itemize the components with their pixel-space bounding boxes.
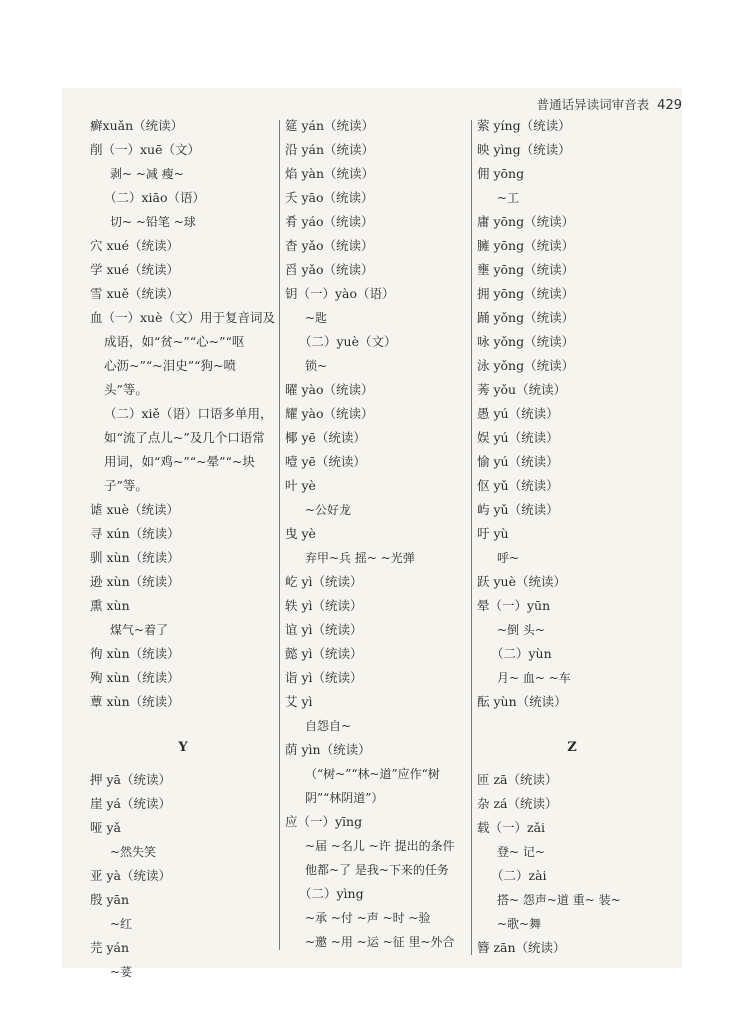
entry-text: 自怨自~ xyxy=(305,719,352,733)
dictionary-entry xyxy=(90,816,276,840)
entry-text: （“树~”“林~道”应作“树 xyxy=(305,767,440,781)
entry-text: 愉 yú（统读） xyxy=(477,454,559,469)
entry-text: 杂 zá（统读） xyxy=(477,796,558,811)
dictionary-entry xyxy=(90,570,276,594)
usage-example xyxy=(285,858,470,882)
entry-text: 谑 xuè（统读） xyxy=(90,502,179,517)
entry-column-2 xyxy=(285,114,470,954)
entry-text: （二）xiāo（语） xyxy=(104,190,206,205)
dictionary-entry xyxy=(90,546,276,570)
entry-text: ~邀 ~用 ~运 ~征 里~外合 xyxy=(305,935,455,949)
dictionary-entry xyxy=(90,936,276,960)
usage-example xyxy=(90,840,276,864)
dictionary-entry xyxy=(477,594,667,618)
entry-text: 蕈 xùn（统读） xyxy=(90,694,180,709)
entry-text: （二）xiě（语）口语多单用， xyxy=(104,406,273,421)
dictionary-entry xyxy=(285,690,470,714)
dictionary-entry xyxy=(477,498,667,522)
entry-text: 他都~了 是我~下来的任务 xyxy=(305,863,449,877)
entry-text: 曜 yào（统读） xyxy=(285,382,374,397)
dictionary-entry xyxy=(477,402,667,426)
dictionary-entry xyxy=(90,864,276,888)
dictionary-entry xyxy=(90,114,276,138)
column-divider xyxy=(279,120,280,950)
entry-text: 熏 xùn xyxy=(90,598,130,613)
usage-example xyxy=(90,912,276,936)
usage-example xyxy=(477,618,667,642)
dictionary-entry xyxy=(477,936,667,960)
entry-text: 血（一）xuè（文）用于复音词及 xyxy=(90,310,275,325)
usage-example xyxy=(285,546,470,570)
entry-text: 叶 yè xyxy=(285,478,316,493)
dictionary-entry xyxy=(90,888,276,912)
entry-text: 崖 yá（统读） xyxy=(90,796,171,811)
entry-text: 头”等。 xyxy=(104,382,148,397)
dictionary-entry xyxy=(90,522,276,546)
entry-text: 踊 yǒng（统读） xyxy=(477,310,575,325)
usage-example xyxy=(285,930,470,954)
entry-continuation xyxy=(285,330,470,354)
usage-example xyxy=(285,762,470,786)
entry-text: 吁 yù xyxy=(477,526,509,541)
entry-continuation xyxy=(90,474,276,498)
entry-text: 剥~ ~减 瘦~ xyxy=(110,167,184,181)
usage-example xyxy=(477,840,667,864)
entry-text: 曳 yè xyxy=(285,526,316,541)
entry-continuation xyxy=(90,330,276,354)
dictionary-entry xyxy=(477,570,667,594)
dictionary-entry xyxy=(285,570,470,594)
entry-text: 壅 yōng（统读） xyxy=(477,262,575,277)
entry-text: 哑 yǎ xyxy=(90,820,121,835)
entry-text: ~工 xyxy=(497,191,520,205)
usage-example xyxy=(90,162,276,186)
dictionary-entry xyxy=(477,450,667,474)
dictionary-entry xyxy=(477,114,667,138)
entry-text: 芫 yán xyxy=(90,940,130,955)
entry-text: 焰 yàn（统读） xyxy=(285,166,375,181)
entry-text: 登~ 记~ xyxy=(497,845,545,859)
entry-column-3 xyxy=(477,114,667,960)
entry-continuation xyxy=(477,864,667,888)
dictionary-entry xyxy=(477,354,667,378)
entry-text: 晕（一）yūn xyxy=(477,598,551,613)
dictionary-entry xyxy=(90,690,276,714)
entry-text: ~匙 xyxy=(305,311,328,325)
entry-text: 荫 yìn（统读） xyxy=(285,742,371,757)
dictionary-entry xyxy=(477,426,667,450)
dictionary-entry xyxy=(477,138,667,162)
entry-text: 殷 yān xyxy=(90,892,130,907)
entry-text: （二）yìng xyxy=(299,886,364,901)
header-title: 普通话异读词审音表 xyxy=(536,97,650,112)
entry-text: 亚 yà（统读） xyxy=(90,868,171,883)
dictionary-entry xyxy=(285,426,470,450)
entry-text: ~然失笑 xyxy=(110,845,157,859)
dictionary-entry xyxy=(285,810,470,834)
dictionary-entry xyxy=(285,210,470,234)
dictionary-entry xyxy=(477,258,667,282)
section-gap xyxy=(477,714,667,728)
entry-text: 耀 yào（统读） xyxy=(285,406,374,421)
usage-example xyxy=(477,666,667,690)
entry-text: 如“流了点儿~”及几个口语常 xyxy=(104,430,265,445)
entry-text: 屿 yǔ（统读） xyxy=(477,502,559,517)
entry-text: 押 yā（统读） xyxy=(90,772,171,787)
entry-continuation xyxy=(90,450,276,474)
entry-continuation xyxy=(90,186,276,210)
entry-text: 懿 yì（统读） xyxy=(285,646,363,661)
entry-text: ~红 xyxy=(110,917,133,931)
usage-example xyxy=(285,354,470,378)
dictionary-entry xyxy=(477,210,667,234)
entry-text: 匝 zā（统读） xyxy=(477,772,558,787)
usage-example xyxy=(477,186,667,210)
entry-text: 艾 yì xyxy=(285,694,313,709)
dictionary-entry xyxy=(285,258,470,282)
entry-text: 萦 yíng（统读） xyxy=(477,118,571,133)
section-gap xyxy=(90,714,276,728)
entry-text: 穴 xué（统读） xyxy=(90,238,179,253)
entry-text: 煤气~着了 xyxy=(110,623,169,637)
dictionary-entry xyxy=(477,234,667,258)
dictionary-entry xyxy=(90,792,276,816)
entry-text: 映 yìng（统读） xyxy=(477,142,571,157)
entry-text: ~届 ~名儿 ~许 提出的条件 xyxy=(305,839,455,853)
usage-example xyxy=(90,960,276,984)
entry-text: （二）yuè（文） xyxy=(299,334,397,349)
entry-continuation xyxy=(90,426,276,450)
usage-example xyxy=(285,786,470,810)
entry-text: 莠 yǒu（统读） xyxy=(477,382,567,397)
entry-text: （二）zài xyxy=(491,868,547,883)
dictionary-entry xyxy=(285,522,470,546)
entry-text: 削（一）xuē（文） xyxy=(90,142,200,157)
entry-text: 月~ 血~ ~车 xyxy=(497,671,571,685)
entry-continuation xyxy=(90,354,276,378)
entry-text: 钥（一）yào（语） xyxy=(285,286,395,301)
dictionary-entry xyxy=(285,666,470,690)
entry-text: 寻 xún（统读） xyxy=(90,526,180,541)
entry-text: 咏 yǒng（统读） xyxy=(477,334,575,349)
dictionary-entry xyxy=(285,642,470,666)
page-number: 429 xyxy=(657,98,682,113)
entry-text: 噎 yē（统读） xyxy=(285,454,366,469)
entry-text: 簪 zān（统读） xyxy=(477,940,566,955)
entry-text: 搭~ 怨声~道 重~ 装~ xyxy=(497,893,621,907)
entry-text: 筵 yán（统读） xyxy=(285,118,375,133)
entry-text: ~歌~舞 xyxy=(497,917,542,931)
dictionary-entry xyxy=(477,768,667,792)
dictionary-entry xyxy=(285,282,470,306)
usage-example xyxy=(285,834,470,858)
column-divider xyxy=(471,120,472,955)
dictionary-entry xyxy=(285,738,470,762)
entry-text: 锁~ xyxy=(305,359,328,373)
entry-text: 伛 yǔ（统读） xyxy=(477,478,559,493)
dictionary-entry xyxy=(90,768,276,792)
entry-text: 庸 yōng（统读） xyxy=(477,214,575,229)
entry-text: 酝 yùn（统读） xyxy=(477,694,567,709)
dictionary-entry xyxy=(90,306,276,330)
usage-example xyxy=(285,906,470,930)
entry-text: 舀 yǎo（统读） xyxy=(285,262,374,277)
entry-text: 逊 xùn（统读） xyxy=(90,574,180,589)
headword-char: 癣 xyxy=(90,118,103,133)
entry-text: ~荽 xyxy=(110,965,133,979)
entry-text: 子”等。 xyxy=(104,478,148,493)
entry-text: 应（一）yīng xyxy=(285,814,363,829)
dictionary-entry xyxy=(285,474,470,498)
dictionary-entry xyxy=(285,402,470,426)
entry-text: Z xyxy=(567,740,577,755)
usage-example xyxy=(477,912,667,936)
dictionary-entry xyxy=(477,378,667,402)
dictionary-entry xyxy=(477,330,667,354)
usage-example xyxy=(285,306,470,330)
dictionary-entry xyxy=(477,522,667,546)
entry-text: 殉 xùn（统读） xyxy=(90,670,180,685)
entry-text: ~承 ~付 ~声 ~时 ~验 xyxy=(305,911,431,925)
entry-continuation xyxy=(90,402,276,426)
entry-text: xuǎn（统读） xyxy=(102,118,184,133)
entry-text: 弃甲~兵 摇~ ~光弹 xyxy=(305,551,415,565)
entry-text: 成语，如“贫~”“心~”“呕 xyxy=(104,334,245,349)
entry-text: （二）yùn xyxy=(491,646,552,661)
entry-text: 愚 yú（统读） xyxy=(477,406,559,421)
dictionary-entry xyxy=(285,138,470,162)
dictionary-entry xyxy=(285,234,470,258)
entry-text: ~倒 头~ xyxy=(497,623,545,637)
entry-text: 夭 yāo（统读） xyxy=(285,190,374,205)
dictionary-entry xyxy=(90,594,276,618)
entry-text: 呼~ xyxy=(497,551,520,565)
entry-text: Y xyxy=(178,740,188,755)
dictionary-entry xyxy=(477,162,667,186)
dictionary-entry xyxy=(285,162,470,186)
entry-text: 沿 yán（统读） xyxy=(285,142,375,157)
entry-text: 屹 yì（统读） xyxy=(285,574,363,589)
dictionary-entry xyxy=(90,234,276,258)
entry-text: 用词，如“鸡~”“~晕”“~块 xyxy=(104,454,255,469)
dictionary-entry xyxy=(90,666,276,690)
entry-text: ~公好龙 xyxy=(305,503,352,517)
entry-continuation xyxy=(285,882,470,906)
dictionary-entry xyxy=(477,306,667,330)
entry-text: 诣 yì（统读） xyxy=(285,670,363,685)
entry-text: 肴 yáo（统读） xyxy=(285,214,374,229)
entry-column-1 xyxy=(90,114,276,984)
usage-example xyxy=(477,888,667,912)
section-letter xyxy=(90,728,276,768)
dictionary-entry xyxy=(90,258,276,282)
entry-text: 徇 xùn（统读） xyxy=(90,646,180,661)
dictionary-entry xyxy=(477,282,667,306)
entry-text: 杳 yǎo（统读） xyxy=(285,238,374,253)
usage-example xyxy=(90,618,276,642)
entry-text: 学 xué（统读） xyxy=(90,262,179,277)
usage-example xyxy=(285,714,470,738)
entry-text: 心沥~”“~泪史”“狗~喷 xyxy=(104,358,236,373)
dictionary-entry xyxy=(285,186,470,210)
dictionary-entry xyxy=(285,378,470,402)
dictionary-entry xyxy=(477,474,667,498)
entry-text: 阴”“林阴道”） xyxy=(305,791,384,805)
dictionary-entry xyxy=(477,816,667,840)
entry-continuation xyxy=(477,642,667,666)
entry-text: 佣 yōng xyxy=(477,166,525,181)
entry-text: 跃 yuè（统读） xyxy=(477,574,566,589)
usage-example xyxy=(477,546,667,570)
entry-text: 驯 xùn（统读） xyxy=(90,550,180,565)
dictionary-entry xyxy=(90,498,276,522)
running-header xyxy=(537,95,682,113)
dictionary-entry xyxy=(477,690,667,714)
entry-text: 娱 yú（统读） xyxy=(477,430,559,445)
dictionary-entry xyxy=(90,138,276,162)
dictionary-entry xyxy=(90,642,276,666)
usage-example xyxy=(285,498,470,522)
dictionary-entry xyxy=(285,618,470,642)
dictionary-entry xyxy=(285,594,470,618)
dictionary-entry xyxy=(285,114,470,138)
entry-text: 谊 yì（统读） xyxy=(285,622,363,637)
section-letter xyxy=(477,728,667,768)
dictionary-entry xyxy=(477,792,667,816)
entry-text: 椰 yē（统读） xyxy=(285,430,366,445)
entry-text: 拥 yōng（统读） xyxy=(477,286,575,301)
dictionary-entry xyxy=(285,450,470,474)
entry-text: 臃 yōng（统读） xyxy=(477,238,575,253)
entry-continuation xyxy=(90,378,276,402)
entry-text: 轶 yì（统读） xyxy=(285,598,363,613)
entry-text: 载（一）zǎi xyxy=(477,820,546,835)
entry-text: 切~ ~铅笔 ~球 xyxy=(110,215,196,229)
usage-example xyxy=(90,210,276,234)
entry-text: 泳 yǒng（统读） xyxy=(477,358,575,373)
entry-text: 雪 xuě（统读） xyxy=(90,286,179,301)
dictionary-entry xyxy=(90,282,276,306)
